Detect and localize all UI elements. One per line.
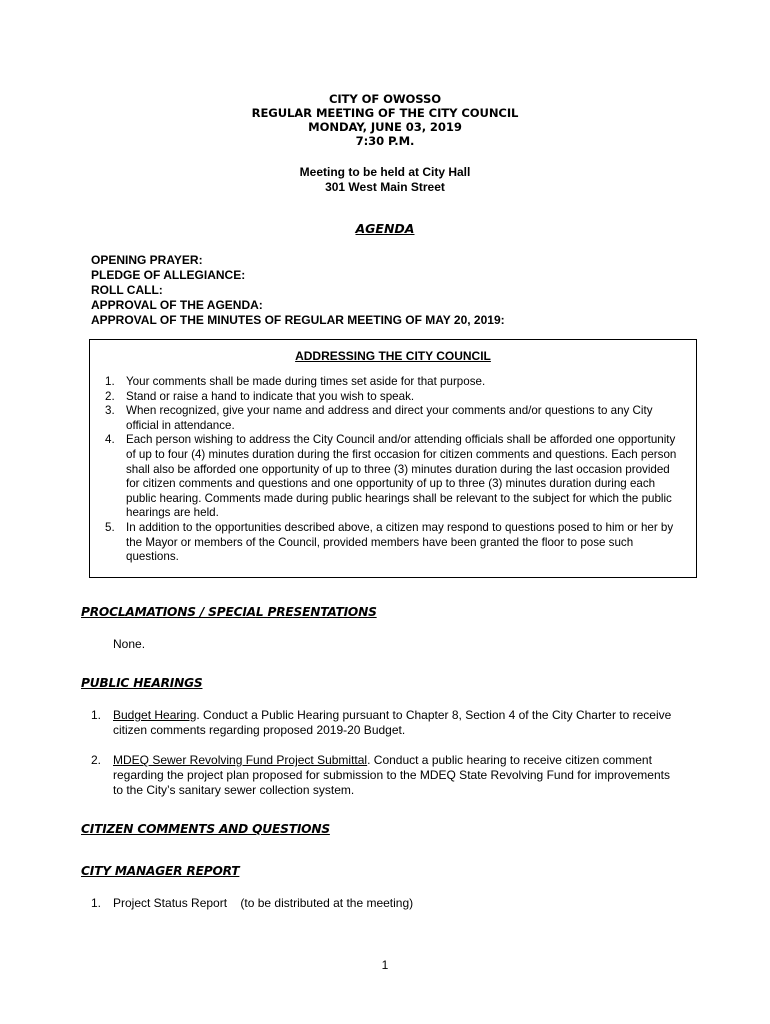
list-text: Your comments shall be made during times set aside for that purpose. bbox=[126, 375, 486, 388]
opening-item: APPROVAL OF THE AGENDA: bbox=[91, 298, 263, 312]
list-number: 3. bbox=[105, 404, 115, 418]
meeting-date: MONDAY, JUNE 03, 2019 bbox=[308, 120, 462, 134]
page-number: 1 bbox=[381, 958, 389, 972]
city-manager-heading: CITY MANAGER REPORT bbox=[81, 864, 240, 878]
manager-number: 1. bbox=[91, 896, 102, 910]
addressing-council-list bbox=[98, 375, 686, 565]
hearing-item bbox=[91, 708, 681, 738]
meeting-type: REGULAR MEETING OF THE CITY COUNCIL bbox=[251, 106, 519, 120]
manager-text: Project Status Report (to be distributed at the meeting) bbox=[113, 896, 414, 910]
proclamations-body: None. bbox=[113, 637, 146, 651]
list-number: 2. bbox=[105, 389, 115, 403]
list-item bbox=[98, 390, 686, 405]
document-header bbox=[0, 92, 770, 148]
opening-item: PLEDGE OF ALLEGIANCE: bbox=[91, 268, 246, 282]
list-text: When recognized, give your name and address and direct your comments and/or questions to any City official in attendance. bbox=[126, 404, 653, 432]
opening-item: ROLL CALL: bbox=[91, 283, 163, 297]
meeting-time: 7:30 P.M. bbox=[355, 134, 415, 148]
location-address: 301 West Main Street bbox=[325, 180, 445, 194]
list-item bbox=[98, 433, 686, 521]
hearing-title: MDEQ Sewer Revolving Fund Project Submittal bbox=[113, 753, 368, 767]
list-text: Each person wishing to address the City Council and/or attending officials shall be afforded one opportunity of up to four (4) minutes duration during the first occasion for citizen comments and questions. Each person shall also be afforded one opportunity of up to three (3) minutes duration during the last occasion provided for citizen comments and questions and one opportunity of up to three (3) minutes duration during each public hearing. Comments made during public hearings shall be relevant to the subject for which the public hearings are held. bbox=[126, 433, 677, 520]
list-text: In addition to the opportunities described above, a citizen may respond to questions posed to him or her by the Mayor or members of the Council, provided members have been granted the floor to pose such questions. bbox=[126, 520, 674, 564]
agenda-title: AGENDA bbox=[355, 221, 415, 236]
meeting-location bbox=[0, 165, 770, 195]
hearing-number: 2. bbox=[91, 753, 102, 767]
list-number: 1. bbox=[105, 375, 115, 388]
city-name: CITY OF OWOSSO bbox=[328, 92, 442, 106]
addressing-council-box bbox=[89, 339, 697, 578]
hearing-number: 1. bbox=[91, 708, 102, 722]
addressing-council-title: ADDRESSING THE CITY COUNCIL bbox=[295, 349, 491, 363]
public-hearings-heading: PUBLIC HEARINGS bbox=[81, 676, 203, 690]
list-item bbox=[98, 375, 686, 390]
manager-item bbox=[91, 896, 681, 911]
list-number: 5. bbox=[105, 520, 115, 534]
list-item bbox=[98, 521, 686, 565]
opening-item: APPROVAL OF THE MINUTES OF REGULAR MEETING OF MAY 20, 2019: bbox=[91, 313, 505, 327]
hearing-text: . Conduct a Public Hearing pursuant to Chapter 8, Section 4 of the City Charter to receive citizen comments regarding proposed 2019-20 Budget. bbox=[113, 708, 672, 737]
opening-item: OPENING PRAYER: bbox=[91, 253, 203, 267]
hearing-title: Budget Hearing bbox=[113, 708, 197, 722]
list-text: Stand or raise a hand to indicate that you wish to speak. bbox=[126, 389, 415, 403]
citizen-comments-heading: CITIZEN COMMENTS AND QUESTIONS bbox=[81, 822, 330, 836]
hearing-text: . Conduct a public hearing to receive citizen comment regarding the project plan proposed for submission to the MDEQ State Revolving Fund for improvements to the City’s sanitary sewer collection system. bbox=[113, 753, 670, 797]
opening-items bbox=[91, 253, 505, 328]
location-line: Meeting to be held at City Hall bbox=[299, 165, 471, 179]
hearing-item bbox=[91, 753, 681, 798]
proclamations-heading: PROCLAMATIONS / SPECIAL PRESENTATIONS bbox=[81, 605, 377, 619]
list-number: 4. bbox=[105, 433, 115, 447]
list-item bbox=[98, 404, 686, 433]
